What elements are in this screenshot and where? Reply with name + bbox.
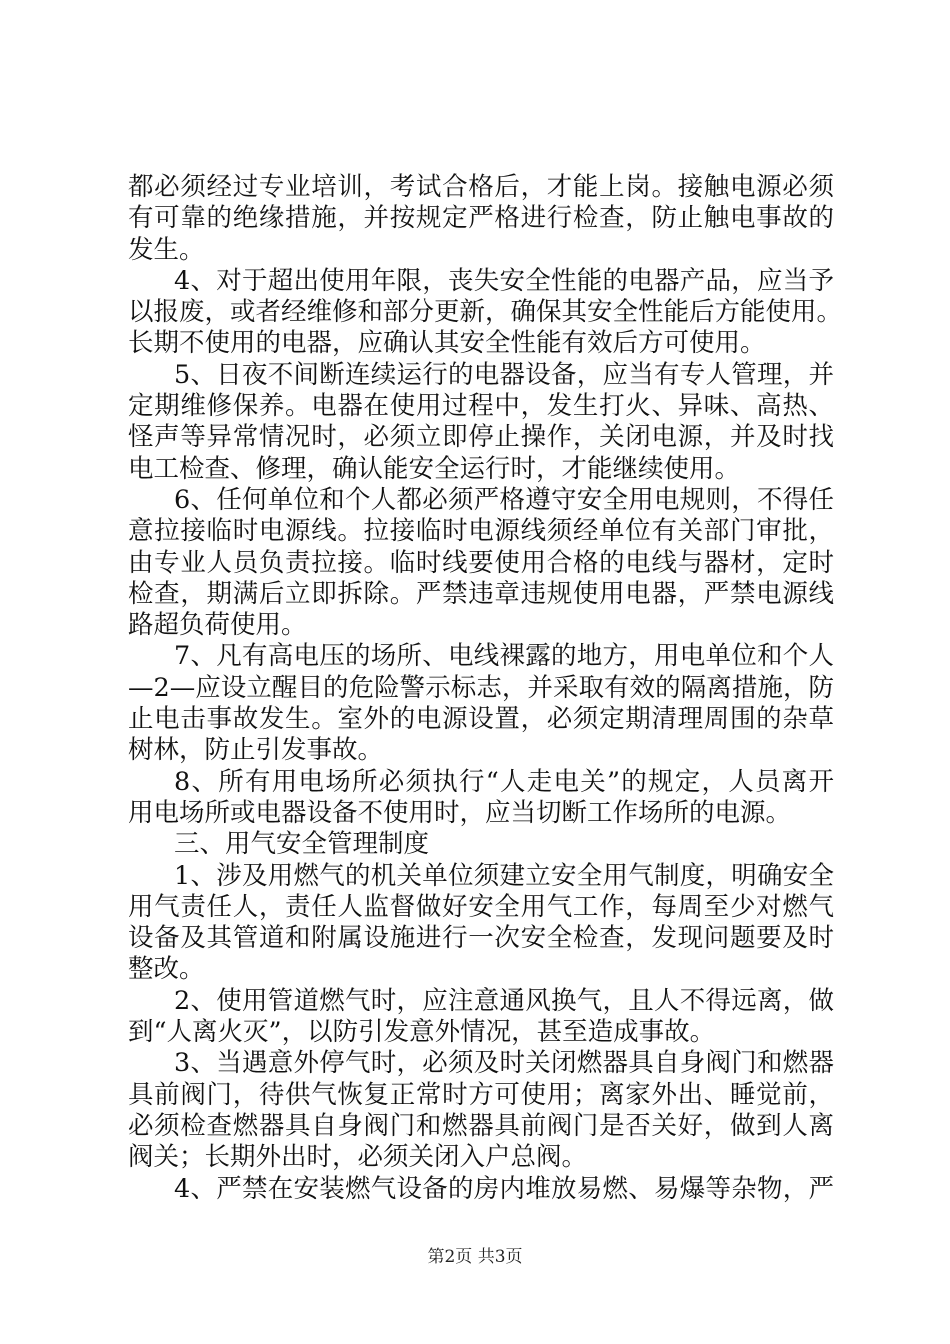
text-line: 定期维修保养。电器在使用过程中，发生打火、异味、高热、 [128,391,834,422]
text-line: 必须检查燃器具自身阀门和燃器具前阀门是否关好，做到人离 [128,1110,834,1141]
text-line: 3、当遇意外停气时，必须及时关闭燃器具自身阀门和燃器 [174,1048,834,1079]
text-line: 电工检查、修理，确认能安全运行时，才能继续使用。 [128,453,741,484]
page-footer: 第2页 共3页 [427,1247,523,1267]
text-line: 8、所有用电场所必须执行“人走电关”的规定，人员离开 [174,766,834,797]
text-line: 发生。 [128,234,205,265]
text-line: 7、凡有高电压的场所、电线裸露的地方，用电单位和个人 [174,641,834,672]
text-line: 怪声等异常情况时，必须立即停止操作，关闭电源，并及时找 [128,422,834,453]
text-line: 用气责任人，责任人监督做好安全用气工作，每周至少对燃气 [128,891,834,922]
text-line: 三、用气安全管理制度 [174,829,430,860]
text-line: 整改。 [128,954,205,985]
text-line: 设备及其管道和附属设施进行一次安全检查，发现问题要及时 [128,923,834,954]
text-line: 由专业人员负责拉接。临时线要使用合格的电线与器材，定时 [128,547,834,578]
text-line: 以报废，或者经维修和部分更新，确保其安全性能后方能使用。 [128,297,843,328]
text-line: 止电击事故发生。室外的电源设置，必须定期清理周围的杂草 [128,704,834,735]
text-line: 到“人离火灭”，以防引发意外情况，甚至造成事故。 [128,1017,716,1048]
text-line: 都必须经过专业培训，考试合格后，才能上岗。接触电源必须 [128,172,834,202]
text-line: 检查，期满后立即拆除。严禁违章违规使用电器，严禁电源线 [128,578,834,609]
text-line: 有可靠的绝缘措施，并按规定严格进行检查，防止触电事故的 [128,203,834,234]
text-line: 用电场所或电器设备不使用时，应当切断工作场所的电源。 [128,797,792,828]
text-line: 路超负荷使用。 [128,610,307,641]
text-line: —2—应设立醒目的危险警示标志，并采取有效的隔离措施，防 [128,672,834,703]
text-line: 1、涉及用燃气的机关单位须建立安全用气制度，明确安全 [174,860,834,891]
document-body [128,172,843,1205]
text-line: 5、日夜不间断连续运行的电器设备，应当有专人管理，并 [174,359,834,390]
text-line: 阀关；长期外出时，必须关闭入户总阀。 [128,1142,588,1173]
text-line: 4、严禁在安装燃气设备的房内堆放易燃、易爆等杂物，严 [174,1173,834,1204]
text-line: 6、任何单位和个人都必须严格遵守安全用电规则，不得任 [174,484,834,515]
text-line: 具前阀门，待供气恢复正常时方可使用；离家外出、睡觉前， [128,1079,834,1110]
text-line: 意拉接临时电源线。拉接临时电源线须经单位有关部门审批， [128,516,834,547]
text-line: 树林，防止引发事故。 [128,735,384,766]
text-line: 4、对于超出使用年限，丧失安全性能的电器产品，应当予 [174,265,834,296]
text-line: 长期不使用的电器，应确认其安全性能有效后方可使用。 [128,328,766,359]
text-line: 2、使用管道燃气时，应注意通风换气，且人不得远离，做 [174,985,834,1016]
